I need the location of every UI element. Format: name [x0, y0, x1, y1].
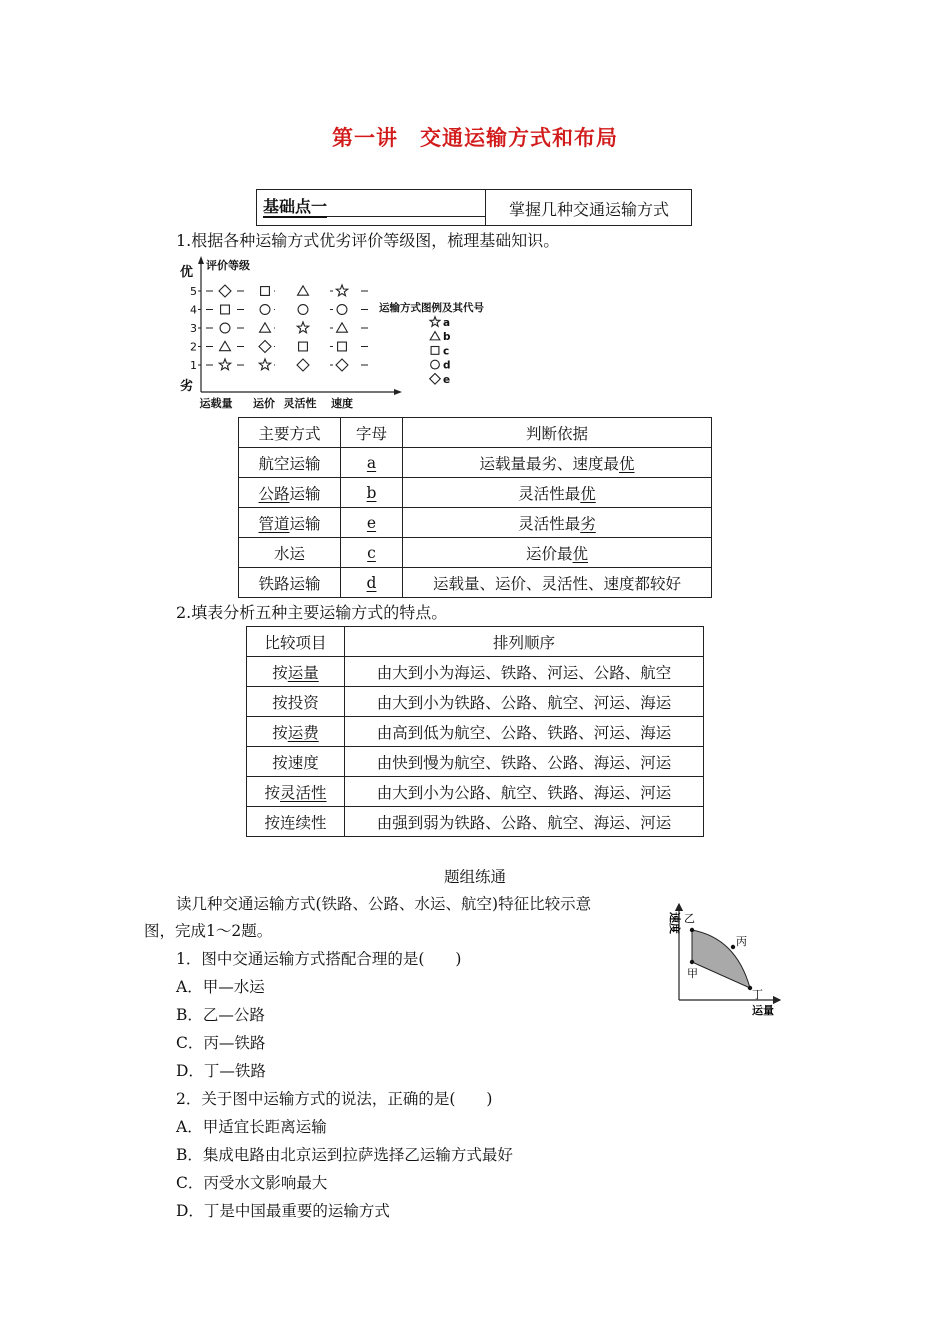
legend-diamond-icon [430, 374, 441, 385]
letter-cell: d [341, 568, 403, 598]
mode-cell: 铁路运输 [239, 568, 341, 598]
rating-x-label: 运价 [253, 397, 275, 410]
table-header: 字母 [341, 418, 403, 448]
y-axis-label: 速度 [668, 912, 681, 934]
rating-x-label: 速度 [331, 397, 353, 410]
basis-cell: 运价最优 [403, 538, 712, 568]
practice-stem-line1: 读几种交通运输方式(铁路、公路、水运、航空)特征比较示意 [176, 895, 592, 913]
table-row [239, 508, 712, 538]
point-bing [731, 945, 735, 949]
letter-cell: a [341, 448, 403, 478]
rating-y-tick: 4 [190, 303, 197, 317]
speed-volume-chart [656, 900, 786, 1020]
legend-code: e [443, 373, 451, 386]
letter-cell: e [341, 508, 403, 538]
label-jia: 甲 [687, 967, 698, 980]
basis-cell: 运载量最劣、速度最优 [403, 448, 712, 478]
item-cell: 按运量 [247, 657, 345, 687]
legend-code: c [443, 345, 450, 358]
item-cell: 按灵活性 [247, 777, 345, 807]
rating-symbol-bg [333, 302, 351, 318]
table-row [247, 687, 704, 717]
letter-cell: b [341, 478, 403, 508]
rating-y-bottom-label: 劣 [180, 379, 194, 394]
order-cell: 由大到小为公路、航空、铁路、海运、河运 [345, 777, 704, 807]
table-header: 主要方式 [239, 418, 341, 448]
table-row [247, 657, 704, 687]
q2-stem: 2．关于图中运输方式的说法，正确的是( ) [176, 1090, 493, 1108]
practice-stem-line2: 图，完成1～2题。 [144, 922, 273, 940]
table-header: 判断依据 [403, 418, 712, 448]
page-title [0, 122, 950, 152]
rating-symbol-bg [256, 302, 274, 318]
label-ding: 丁 [752, 988, 763, 1001]
label-yi: 乙 [684, 912, 695, 925]
rating-x-arrow [394, 389, 402, 395]
order-cell: 由大到小为铁路、公路、航空、河运、海运 [345, 687, 704, 717]
mode-cell: 管道运输 [239, 508, 341, 538]
x-axis-label: 运量 [752, 1004, 774, 1017]
letter-cell: c [341, 538, 403, 568]
section-header [256, 189, 692, 226]
q2-option-d: D．丁是中国最重要的运输方式 [176, 1202, 390, 1220]
order-cell: 由大到小为海运、铁路、河运、公路、航空 [345, 657, 704, 687]
order-cell: 由高到低为航空、公路、铁路、河运、海运 [345, 717, 704, 747]
table-header: 比较项目 [247, 627, 345, 657]
practice-heading: 题组练通 [443, 868, 506, 886]
order-cell: 由快到慢为航空、铁路、公路、海运、河运 [345, 747, 704, 777]
intro-1: 1.根据各种运输方式优劣评价等级图，梳理基础知识。 [176, 231, 560, 250]
legend-code: a [443, 317, 451, 329]
q1-stem: 1．图中交通运输方式搭配合理的是( ) [176, 950, 462, 968]
table-header-row [239, 418, 712, 448]
table-header-row [247, 627, 704, 657]
rating-symbol-bg [294, 302, 312, 318]
rating-x-label: 灵活性 [283, 397, 317, 410]
compare-table [246, 626, 704, 837]
item-cell: 按速度 [247, 747, 345, 777]
table-row [247, 747, 704, 777]
table-row [247, 717, 704, 747]
table-row [247, 777, 704, 807]
rating-symbol-bg [256, 283, 274, 299]
basis-cell: 灵活性最优 [403, 478, 712, 508]
label-bing: 丙 [736, 935, 747, 948]
section-text: 掌握几种交通运输方式 [509, 200, 670, 219]
rating-y-top-label: 优 [180, 265, 194, 280]
point-jia [690, 960, 694, 964]
item-cell: 按连续性 [247, 807, 345, 837]
rating-y-tick: 2 [190, 340, 197, 354]
legend-code: d [443, 359, 451, 372]
q1-option-b: B．乙—公路 [176, 1006, 265, 1024]
legend-triangle-icon [430, 332, 440, 340]
rating-x-label: 运载量 [199, 397, 233, 410]
rating-symbol-bg [216, 302, 234, 318]
section-divider [485, 190, 486, 225]
table-row [239, 478, 712, 508]
mode-cell: 公路运输 [239, 478, 341, 508]
rating-legend-title: 运输方式图例及其代号 [379, 302, 484, 314]
rating-y-arrow [198, 256, 204, 264]
rating-y-tick: 5 [190, 285, 197, 298]
modes-table [238, 417, 712, 598]
legend-star-icon [430, 317, 440, 327]
q1-option-c: C．丙—铁路 [176, 1034, 266, 1052]
rating-symbol-bg [333, 339, 351, 355]
point-yi [690, 928, 694, 932]
q1-option-a: A．甲—水运 [176, 978, 265, 996]
item-cell: 按运费 [247, 717, 345, 747]
table-header: 排列顺序 [345, 627, 704, 657]
mode-cell: 水运 [239, 538, 341, 568]
legend-square-icon [431, 346, 439, 354]
rating-y-title: 评价等级 [206, 259, 250, 272]
table-row [239, 568, 712, 598]
rating-symbol-bg [294, 339, 312, 355]
rating-y-tick: 1 [190, 359, 197, 372]
rating-symbol-bg [216, 320, 234, 336]
basis-cell: 运载量、运价、灵活性、速度都较好 [403, 568, 712, 598]
title-part2: 交通运输方式和布局 [420, 126, 618, 150]
rating-y-tick: 3 [190, 322, 197, 335]
q2-option-a: A．甲适宜长距离运输 [176, 1118, 327, 1136]
legend-code: b [443, 331, 451, 344]
basis-cell: 灵活性最劣 [403, 508, 712, 538]
q1-option-d: D．丁—铁路 [176, 1062, 266, 1080]
mode-cell: 航空运输 [239, 448, 341, 478]
title-part1: 第一讲 [332, 126, 398, 150]
rating-chart [176, 254, 516, 414]
section-label: 基础点一 [263, 194, 485, 217]
table-row [239, 538, 712, 568]
q2-option-b: B．集成电路由北京运到拉萨选择乙运输方式最好 [176, 1146, 513, 1164]
q2-option-c: C．丙受水文影响最大 [176, 1174, 328, 1192]
order-cell: 由强到弱为铁路、公路、航空、海运、河运 [345, 807, 704, 837]
item-cell: 按投资 [247, 687, 345, 717]
table-row [239, 448, 712, 478]
legend-circle-icon [431, 360, 440, 369]
intro-2: 2.填表分析五种主要运输方式的特点。 [176, 603, 448, 622]
table-row [247, 807, 704, 837]
